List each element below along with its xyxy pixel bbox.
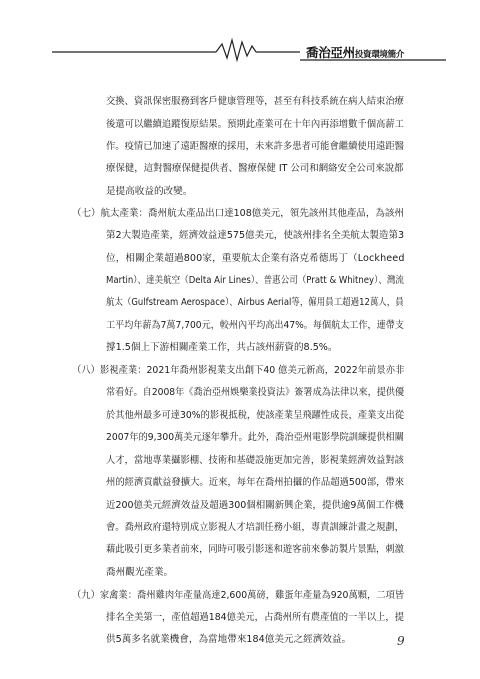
text-line: 交換、資訊保密服務到客戶健康管理等，甚至有科技系統在病人結束治療 (106, 96, 404, 107)
text-line: 作。疫情已加速了遠距醫療的採用，未來許多患者可能會繼續使用遠距醫 (106, 141, 404, 152)
text-line: 藉此吸引更多業者前來，同時可吸引影迷和遊客前來參訪製片景點，刺激 (106, 544, 404, 555)
text-line: 於其他州最多可達30%的影視抵稅，使該產業呈飛躍性成長，產業支出從 (106, 410, 405, 421)
text-line: 供5萬多名就業機會，為當地帶來184億美元之經濟效益。 (106, 634, 352, 645)
text-line: 常看好。自2008年《喬治亞州娛樂業投資法》簽署成為法律以來，提供優 (106, 387, 405, 398)
header-title-sub: 投資環境簡介 (354, 50, 405, 60)
text-line: 後還可以繼續追蹤復原結果。預期此產業可在十年內再添增數千個高薪工 (106, 119, 404, 130)
text-line: 會。喬州政府還特別成立影視人才培訓任務小組，專責訓練計畫之規劃， (106, 522, 404, 533)
section-8-heading-line: （八）影視產業：2021年喬州影視業支出創下40 億美元新高，2022年前景亦非 (72, 365, 405, 376)
text-line: 排名全美第一，產值超過184億美元，占喬州所有農產值的一半以上，提 (106, 612, 405, 623)
text-line: 喬州觀光產業。 (106, 567, 174, 578)
text-line: 撐1.5個上下游相關產業工作，共占該州薪資的8.5%。 (106, 342, 338, 353)
text-line: 2007年的9,300萬美元逐年攀升。此外，喬治亞州電影學院訓練提供相關 (106, 432, 404, 443)
text-line: 位，相關企業超過800家，重要航太企業有洛克希德馬丁（Lockheed (106, 253, 405, 264)
section-7-heading-line: （七）航太產業：喬州航太產品出口達108億美元，領先該州其他產品，為該州 (72, 208, 404, 219)
page-number: 9 (397, 634, 405, 648)
header-title-main: 喬治亞州 (306, 45, 355, 60)
text-line: 工平均年薪為7萬7,700元，較州內平均高出47%。每個航太工作，連帶支 (106, 320, 404, 331)
text-line: 第2大製造產業，經濟效益達575億美元，使該州排名全美航太製造第3 (106, 230, 405, 241)
text-line: 州的經濟貢獻益發擴大。近來，每年在喬州拍攝的作品超過500部，帶來 (106, 477, 405, 488)
text-line: 是提高收益的改變。 (106, 186, 193, 197)
text-line: 療保健，這對醫療保健提供者、醫療保健 IT 公司和網絡安全公司來說都 (106, 163, 404, 174)
text-line: 航太（Gulfstream Aerospace）、Airbus Aerial等，僱用員工超過12萬人，員 (106, 297, 404, 308)
text-line: 近200億美元經濟效益及超過300個相關新興企業，提供逾9萬個工作機 (106, 500, 404, 511)
text-line: 人才，當地專業攝影棚、技術和基礎設施更加完善，影視業經濟效益對該 (106, 455, 404, 466)
text-line: Martin）、達美航空（Delta Air Lines）、普惠公司（Pratt & Whitney）、灣流 (106, 275, 404, 286)
section-9-heading-line: （九）家禽業：喬州雞肉年產量高達2,600萬磅，雞蛋年產量為920萬顆，二項皆 (72, 590, 405, 601)
